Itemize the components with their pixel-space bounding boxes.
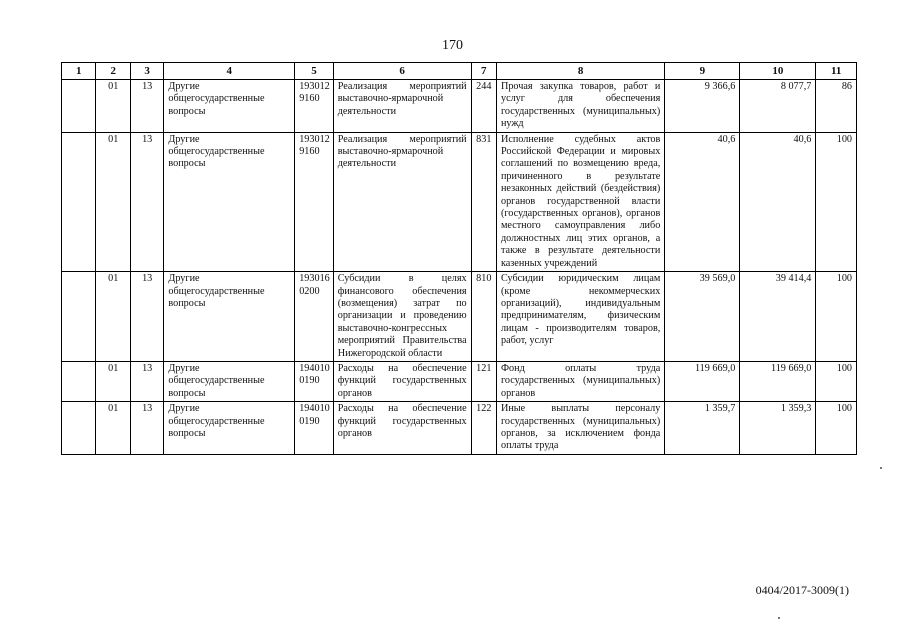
table-row bbox=[62, 272, 857, 362]
article-name-cell: Субсидии в целях финансового обеспечения (возмещения) затрат по организации и проведению выставочно-конгрессных мероприятий Правительства Нижегородской области bbox=[333, 272, 471, 362]
section-name-cell: Другие общегосударственные вопросы bbox=[164, 132, 295, 271]
section-code-cell: 01 bbox=[96, 272, 130, 362]
budget-table bbox=[61, 62, 857, 455]
page-number: 170 bbox=[442, 38, 463, 53]
executed-amount-cell: 39 414,4 bbox=[740, 272, 816, 362]
table-row bbox=[62, 402, 857, 455]
subsection-code-cell: 13 bbox=[130, 361, 163, 401]
expense-type-code-cell: 121 bbox=[471, 361, 496, 401]
table-row bbox=[62, 132, 857, 271]
expense-type-code-cell: 122 bbox=[471, 402, 496, 455]
row-index-cell bbox=[62, 80, 96, 133]
row-index-cell bbox=[62, 361, 96, 401]
table-row bbox=[62, 361, 857, 401]
expense-type-name-cell: Фонд оплаты труда государственных (муниципальных) органов bbox=[496, 361, 664, 401]
subsection-code-cell: 13 bbox=[130, 402, 163, 455]
expense-type-code-cell: 810 bbox=[471, 272, 496, 362]
planned-amount-cell: 40,6 bbox=[665, 132, 740, 271]
column-header: 10 bbox=[740, 63, 816, 80]
article-name-cell: Расходы на обеспечение функций государственных органов bbox=[333, 402, 471, 455]
row-index-cell bbox=[62, 272, 96, 362]
execution-percent-cell: 100 bbox=[816, 272, 857, 362]
section-name-cell: Другие общегосударственные вопросы bbox=[164, 272, 295, 362]
target-article-cell: 194010 0190 bbox=[295, 361, 334, 401]
execution-percent-cell: 100 bbox=[816, 402, 857, 455]
article-name-cell: Реализация мероприятий выставочно-ярмарочной деятельности bbox=[333, 80, 471, 133]
column-header: 11 bbox=[816, 63, 857, 80]
column-header: 3 bbox=[130, 63, 163, 80]
executed-amount-cell: 40,6 bbox=[740, 132, 816, 271]
article-name-cell: Расходы на обеспечение функций государственных органов bbox=[333, 361, 471, 401]
planned-amount-cell: 39 569,0 bbox=[665, 272, 740, 362]
expense-type-name-cell: Иные выплаты персоналу государственных (муниципальных) органов, за исключением фонда оплаты труда bbox=[496, 402, 664, 455]
table-row bbox=[62, 80, 857, 133]
section-code-cell: 01 bbox=[96, 80, 130, 133]
planned-amount-cell: 9 366,6 bbox=[665, 80, 740, 133]
target-article-cell: 194010 0190 bbox=[295, 402, 334, 455]
column-header: 5 bbox=[295, 63, 334, 80]
execution-percent-cell: 86 bbox=[816, 80, 857, 133]
column-header: 2 bbox=[96, 63, 130, 80]
column-header: 4 bbox=[164, 63, 295, 80]
section-code-cell: 01 bbox=[96, 361, 130, 401]
section-name-cell: Другие общегосударственные вопросы bbox=[164, 361, 295, 401]
section-code-cell: 01 bbox=[96, 132, 130, 271]
subsection-code-cell: 13 bbox=[130, 132, 163, 271]
section-code-cell: 01 bbox=[96, 402, 130, 455]
executed-amount-cell: 1 359,3 bbox=[740, 402, 816, 455]
execution-percent-cell: 100 bbox=[816, 361, 857, 401]
scan-speck bbox=[880, 467, 882, 469]
executed-amount-cell: 8 077,7 bbox=[740, 80, 816, 133]
executed-amount-cell: 119 669,0 bbox=[740, 361, 816, 401]
row-index-cell bbox=[62, 132, 96, 271]
subsection-code-cell: 13 bbox=[130, 272, 163, 362]
column-header: 6 bbox=[333, 63, 471, 80]
subsection-code-cell: 13 bbox=[130, 80, 163, 133]
expense-type-code-cell: 244 bbox=[471, 80, 496, 133]
table-header-row bbox=[62, 63, 857, 80]
scan-speck bbox=[778, 617, 780, 619]
column-header: 1 bbox=[62, 63, 96, 80]
expense-type-name-cell: Субсидии юридическим лицам (кроме некоммерческих организаций), индивидуальным предпринимателям, физическим лицам - производителям товаров, работ, услуг bbox=[496, 272, 664, 362]
expense-type-name-cell: Прочая закупка товаров, работ и услуг для обеспечения государственных (муниципальных) нужд bbox=[496, 80, 664, 133]
document-code: 0404/2017-3009(1) bbox=[755, 583, 849, 597]
column-header: 7 bbox=[471, 63, 496, 80]
expense-type-name-cell: Исполнение судебных актов Российской Федерации и мировых соглашений по возмещению вреда, причиненного в результате незаконных действий (бездействия) органов государственной власти (государственных органов), органов местного самоуправления либо должностных лиц этих органов, а также в результате деятельности казенных учреждений bbox=[496, 132, 664, 271]
article-name-cell: Реализация мероприятий выставочно-ярмарочной деятельности bbox=[333, 132, 471, 271]
target-article-cell: 193012 9160 bbox=[295, 132, 334, 271]
target-article-cell: 193016 0200 bbox=[295, 272, 334, 362]
section-name-cell: Другие общегосударственные вопросы bbox=[164, 80, 295, 133]
target-article-cell: 193012 9160 bbox=[295, 80, 334, 133]
planned-amount-cell: 119 669,0 bbox=[665, 361, 740, 401]
expense-type-code-cell: 831 bbox=[471, 132, 496, 271]
column-header: 8 bbox=[496, 63, 664, 80]
planned-amount-cell: 1 359,7 bbox=[665, 402, 740, 455]
row-index-cell bbox=[62, 402, 96, 455]
execution-percent-cell: 100 bbox=[816, 132, 857, 271]
section-name-cell: Другие общегосударственные вопросы bbox=[164, 402, 295, 455]
column-header: 9 bbox=[665, 63, 740, 80]
